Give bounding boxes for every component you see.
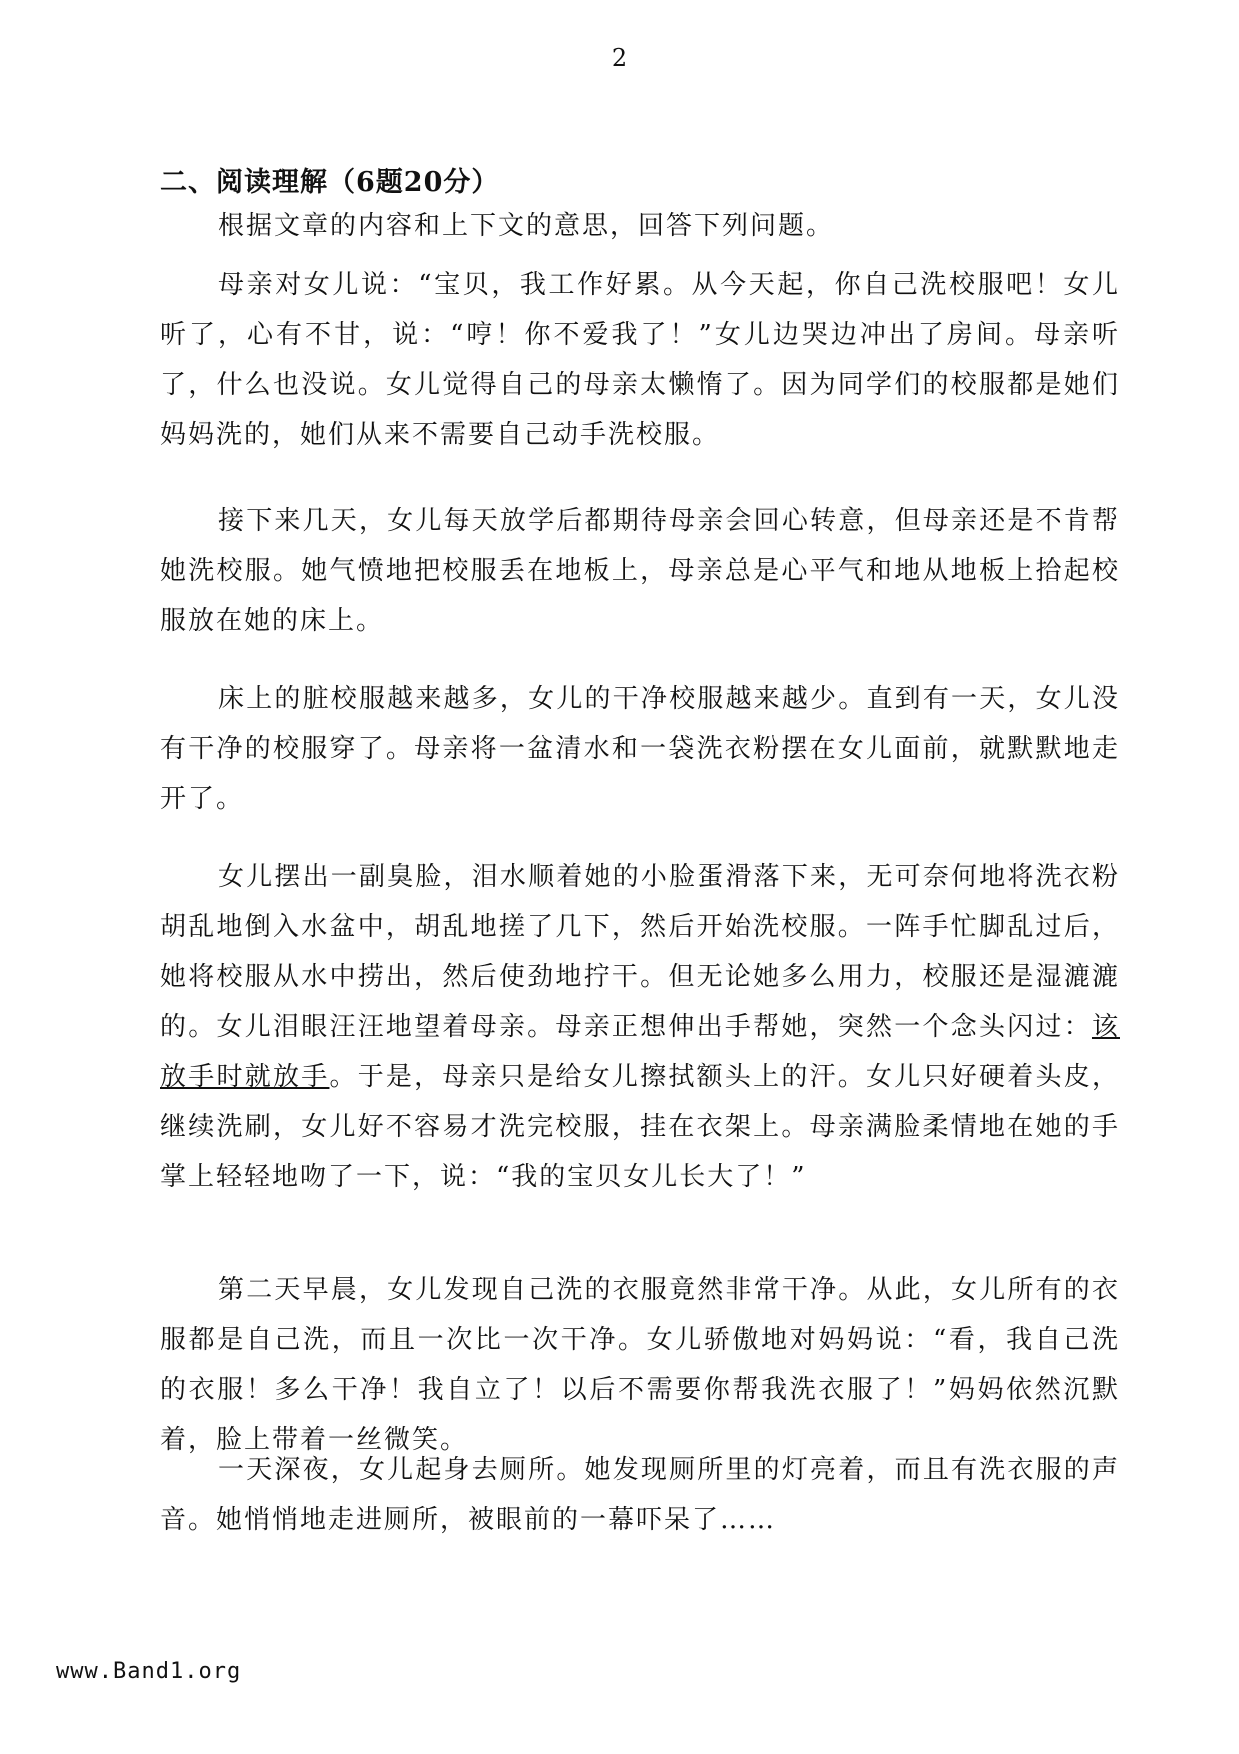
paragraph-2: 接下来几天，女儿每天放学后都期待母亲会回心转意，但母亲还是不肯帮她洗校服。她气愤地把校服丢在地板上，母亲总是心平气和地从地板上拾起校服放在她的床上。 (160, 506, 1120, 636)
paragraph-1: 母亲对女儿说：“宝贝，我工作好累。从今天起，你自己洗校服吧！女儿听了，心有不甘，说：“哼！你不爱我了！”女儿边哭边冲出了房间。母亲听了，什么也没说。女儿觉得自己的母亲太懒惰了。因为同学们的校服都是她们妈妈洗的，她们从来不需要自己动手洗校服。 (160, 270, 1120, 450)
paragraph-4-part-b: 。于是，母亲只是给女儿擦拭额头上的汗。女儿只好硬着头皮，继续洗刷，女儿好不容易才洗完校服，挂在衣架上。母亲满脸柔情地在她的手掌上轻轻地吻了一下，说：“我的宝贝女儿长大了！” (160, 1062, 1120, 1192)
paragraph-4 (160, 852, 1120, 1202)
footer-url: www.Band1.org (56, 1659, 242, 1684)
paragraph-4-part-a: 女儿摆出一副臭脸，泪水顺着她的小脸蛋滑落下来，无可奈何地将洗衣粉胡乱地倒入水盆中，胡乱地搓了几下，然后开始洗校服。一阵手忙脚乱过后，她将校服从水中捞出，然后使劲地拧干。但无论她多么用力，校服还是湿漉漉的。女儿泪眼汪汪地望着母亲。母亲正想伸出手帮她，突然一个念头闪过： (160, 862, 1120, 1042)
paragraph-5: 第二天早晨，女儿发现自己洗的衣服竟然非常干净。从此，女儿所有的衣服都是自己洗，而且一次比一次干净。女儿骄傲地对妈妈说：“看，我自己洗的衣服！多么干净！我自立了！以后不需要你帮我洗衣服了！”妈妈依然沉默着，脸上带着一丝微笑。 (160, 1275, 1120, 1455)
paragraph-6: 一天深夜，女儿起身去厕所。她发现厕所里的灯亮着，而且有洗衣服的声音。她悄悄地走进厕所，被眼前的一幕吓呆了…… (160, 1455, 1120, 1535)
paragraph-3: 床上的脏校服越来越多，女儿的干净校服越来越少。直到有一天，女儿没有干净的校服穿了。母亲将一盆清水和一袋洗衣粉摆在女儿面前，就默默地走开了。 (160, 684, 1120, 814)
underlined-phrase: 该放手时就放手 (160, 1012, 1120, 1092)
section-heading: 二、阅读理解（6题20分） (160, 167, 500, 198)
page-number: 2 (611, 44, 628, 72)
instruction-text: 根据文章的内容和上下文的意思，回答下列问题。 (218, 211, 835, 241)
